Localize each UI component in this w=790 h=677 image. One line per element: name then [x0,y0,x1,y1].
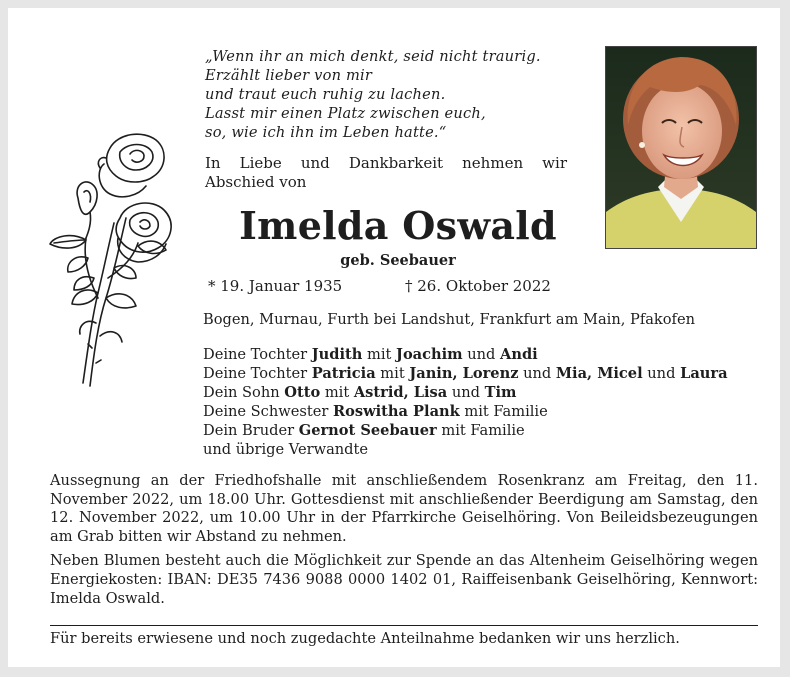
poem [205,47,585,142]
relative-name: Patricia [311,365,376,382]
birth-date: * 19. Januar 1935 [208,277,343,295]
relative-name: Andi [500,346,538,363]
family-text: und [462,346,501,363]
family-text: Dein Sohn [203,384,285,401]
funeral-details [50,472,758,608]
family-text: Deine Tochter [203,346,312,363]
family-text: mit [375,365,410,382]
relative-name: Janin, Lorenz [409,365,519,382]
poem-line: Erzählt lieber von mir [205,67,373,84]
family-text: Deine Schwester [203,403,333,420]
divider [50,625,758,626]
intro-text: In Liebe und Dankbarkeit nehmen wir Abschied von [205,154,567,191]
family-row [203,364,763,383]
family-row [203,440,763,459]
family-text: mit [320,384,354,401]
relative-name: Tim [484,384,517,401]
family-row [203,383,763,402]
birth-name: geb. Seebauer [340,252,456,269]
family-text: und [447,384,485,401]
relative-name: Otto [284,384,321,401]
relative-name: Gernot Seebauer [298,422,437,439]
service-info: Aussegnung an der Friedhofshalle mit anschließendem Rosenkranz am Freitag, den 11. November 2022, um 18.00 Uhr. Gottesdienst mit anschließender Beerdigung am Samstag, den 12. November 2022, um 10.00 Uhr in der Pfarrkirche Geiselhöring. Von Beileidsbezeugungen am Grab bitten wir Abstand zu nehmen. [50,472,758,545]
family-text: und [642,365,681,382]
relative-name: Mia, Micel [555,365,643,382]
poem-line: und traut euch ruhig zu lachen. [205,86,446,103]
family-text: und [518,365,556,382]
family-text: mit Familie [459,403,548,420]
family-text: Deine Tochter [203,365,312,382]
family-row [203,421,763,440]
poem-line: Lasst mir einen Platz zwischen euch, [205,105,486,122]
relative-name: Astrid, Lisa [353,384,448,401]
relative-name: Joachim [396,346,463,363]
places-list: Bogen, Murnau, Furth bei Landshut, Frankfurt am Main, Pfakofen [203,311,695,328]
poem-line: so, wie ich ihn im Leben hatte.“ [205,124,447,141]
family-list [203,345,763,459]
donation-info: Neben Blumen besteht auch die Möglichkeit zur Spende an das Altenheim Geiselhöring wegen Energiekosten: IBAN: DE35 7436 9088 0000 1402 01, Raiffeisenbank Geiselhöring, Kennwort: Imelda Oswald. [50,552,758,607]
thanks-text: Für bereits erwiesene und noch zugedachte Anteilnahme bedanken wir uns herzlich. [50,630,680,647]
death-date: † 26. Oktober 2022 [405,277,551,295]
family-text: und übrige Verwandte [203,441,369,458]
relative-name: Judith [311,346,363,363]
portrait-icon [606,47,756,248]
rose-drawing-icon [48,128,178,390]
portrait-photo [605,46,757,249]
relative-name: Roswitha Plank [332,403,460,420]
family-text: Dein Bruder [203,422,299,439]
obituary-notice [8,8,780,667]
family-text: mit [362,346,397,363]
family-text: mit Familie [436,422,525,439]
poem-line: „Wenn ihr an mich denkt, seid nicht traurig. [205,48,541,65]
family-row [203,345,763,364]
deceased-name: Imelda Oswald [239,203,557,248]
relative-name: Laura [680,365,728,382]
family-row [203,402,763,421]
